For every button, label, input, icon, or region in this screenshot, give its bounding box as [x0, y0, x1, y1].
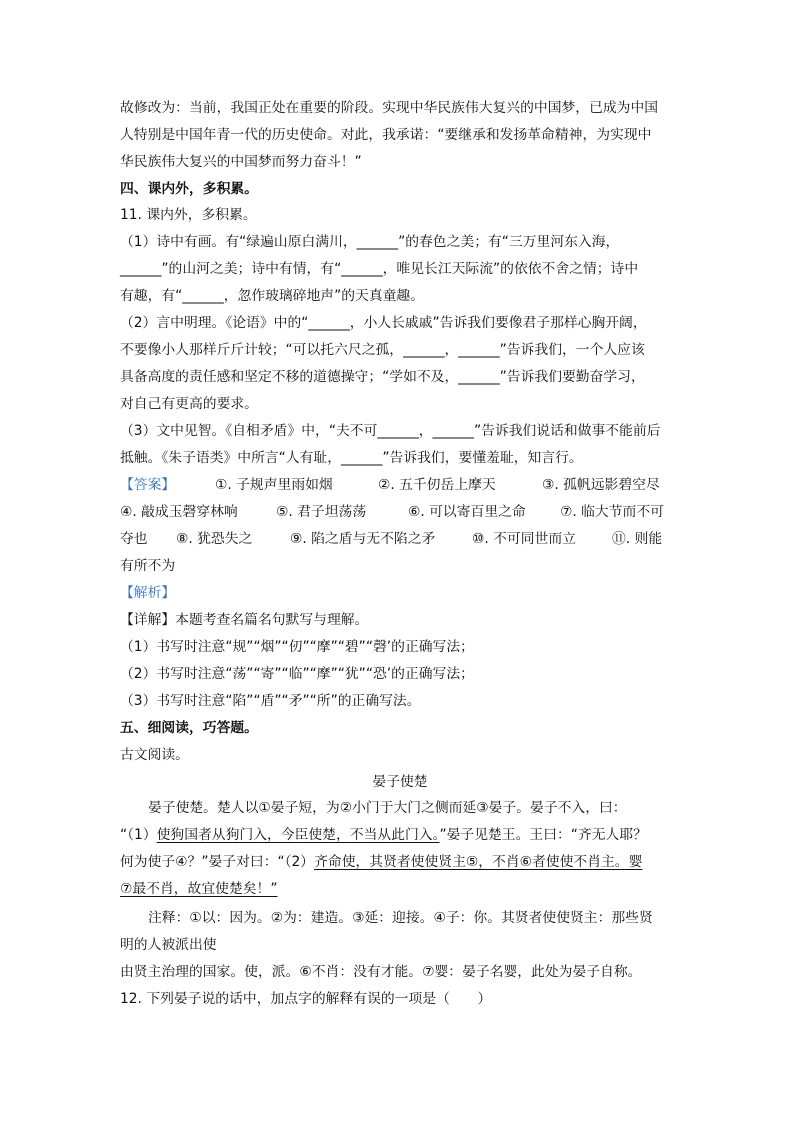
passage-line: [120, 852, 642, 872]
passage-line: ⑦最不肖，故宜使楚矣！”: [120, 881, 278, 897]
answer-line: 有所不为: [120, 558, 176, 574]
answer-tag: 【答案】: [120, 477, 176, 493]
answer-line: [120, 502, 680, 522]
answer-item: ①. 子规声里雨如烟: [215, 477, 333, 493]
answer-line: [120, 475, 680, 495]
notes-line: 注释：①以：因为。②为：建造。③延：迎接。④子：你。其贤者使使贤主：那些贤: [148, 910, 653, 926]
question-line: ______”的山河之美；诗中有情，有“______，唯见长江天际流”的依依不舍之情；诗中: [120, 261, 639, 277]
answer-item: ⑥. 可以寄百里之命: [408, 504, 526, 520]
passage-text: 何为使子④？”晏子对曰：“（2）: [120, 854, 315, 870]
question-12: 12. 下列晏子说的话中，加点字的解释有误的一项是（ ）: [120, 991, 492, 1007]
notes-line: 明的人被派出使: [120, 937, 217, 953]
passage-text: “（1）: [120, 827, 157, 843]
answer-item: ⑦. 临大节而不可: [560, 504, 664, 520]
answer-item: ⑧. 犹恐失之: [176, 531, 253, 547]
paragraph-line: 华民族伟大复兴的中国梦而努力奋斗！”: [120, 154, 362, 170]
answer-item: ⑩. 不可同世而立: [472, 531, 576, 547]
passage-line: 晏子使楚。楚人以①晏子短，为②小门于大门之侧而延③晏子。晏子不入，曰：: [148, 800, 627, 816]
passage-text: ”晏子见楚王。王曰：“齐无人耶？: [439, 827, 647, 843]
question-line: 有趣，有“______，忽作玻璃碎地声”的天真童趣。: [120, 288, 425, 304]
section-heading-4: 四、课内外，多积累。: [120, 181, 258, 197]
question-line: （2）言中明理。《论语》中的“______，小人长戚戚”告诉我们要像君子那样心胸开阔，: [120, 315, 647, 331]
paragraph-line: 故修改为：当前，我国正处在重要的阶段。实现中华民族伟大复兴的中国梦，已成为中国: [120, 100, 659, 116]
detail-line: （2）书写时注意“荡”“寄”“临”“摩”“犹”“恐’的正确写法；: [120, 666, 474, 682]
paragraph-line: 人特别是中国年青一代的历史使命。对此，我承诺：“要继承和发扬革命精神，为实现中: [120, 127, 652, 143]
analysis-tag: 【解析】: [120, 585, 176, 601]
question-line: （1）诗中有画。有“绿遍山原白满川，______”的春色之美；有“三万里河东入海，: [120, 234, 620, 250]
answer-line: [120, 529, 680, 549]
question-11: 11. 课内外，多积累。: [120, 207, 257, 223]
question-line: 不要像小人那样斤斤计较；“可以托六尺之孤，______，______”告诉我们，一个人应该: [120, 342, 645, 358]
question-line: 抵触。《朱子语类》中所言“人有耻，______”告诉我们，要懂羞耻，知言行。: [120, 450, 583, 466]
answer-item: ⑨. 陷之盾与无不陷之矛: [290, 531, 436, 547]
section-heading-5: 五、细阅读，巧答题。: [120, 720, 258, 736]
answer-item: ④. 敲成玉磬穿林响: [120, 504, 238, 520]
passage-line: [120, 825, 647, 845]
detail-line: （3）书写时注意“陷”“盾”“矛”“所”的正确写法。: [120, 693, 421, 709]
answer-item: 夺也: [120, 531, 148, 547]
answer-item: ②. 五千仞岳上摩天: [378, 477, 496, 493]
answer-item: ⑪. 则能: [612, 531, 663, 547]
question-line: 具备高度的责任感和坚定不移的道德操守；“学如不及，______”告诉我们要勤奋学习，: [120, 369, 645, 385]
reading-label: 古文阅读。: [120, 747, 189, 763]
answer-item: ⑤. 君子坦荡荡: [276, 504, 367, 520]
notes-line: 由贤主治理的国家。使，派。⑥不肖：没有才能。⑦婴：晏子名婴，此处为晏子自称。: [120, 964, 642, 980]
detail-line: 【详解】本题考查名篇名句默写与理解。: [120, 612, 369, 628]
question-line: 对自己有更高的要求。: [120, 396, 258, 412]
question-line: （3）文中见智。《自相矛盾》中，“夫不可______，______”告诉我们说话和做事不能前后: [120, 423, 661, 439]
answer-item: ③. 孤帆远影碧空尽: [542, 477, 660, 493]
underlined-sentence-1: 使狗国者从狗门入，今臣使楚，不当从此门入。: [156, 827, 440, 843]
detail-line: （1）书写时注意“规”“烟”“仞”“摩”“碧”“磬’的正确写法；: [120, 639, 474, 655]
passage-title: 晏子使楚: [372, 774, 428, 790]
underlined-sentence-2: 齐命使，其贤者使使贤主⑤，不肖⑥者使使不肖主。婴: [314, 854, 643, 870]
